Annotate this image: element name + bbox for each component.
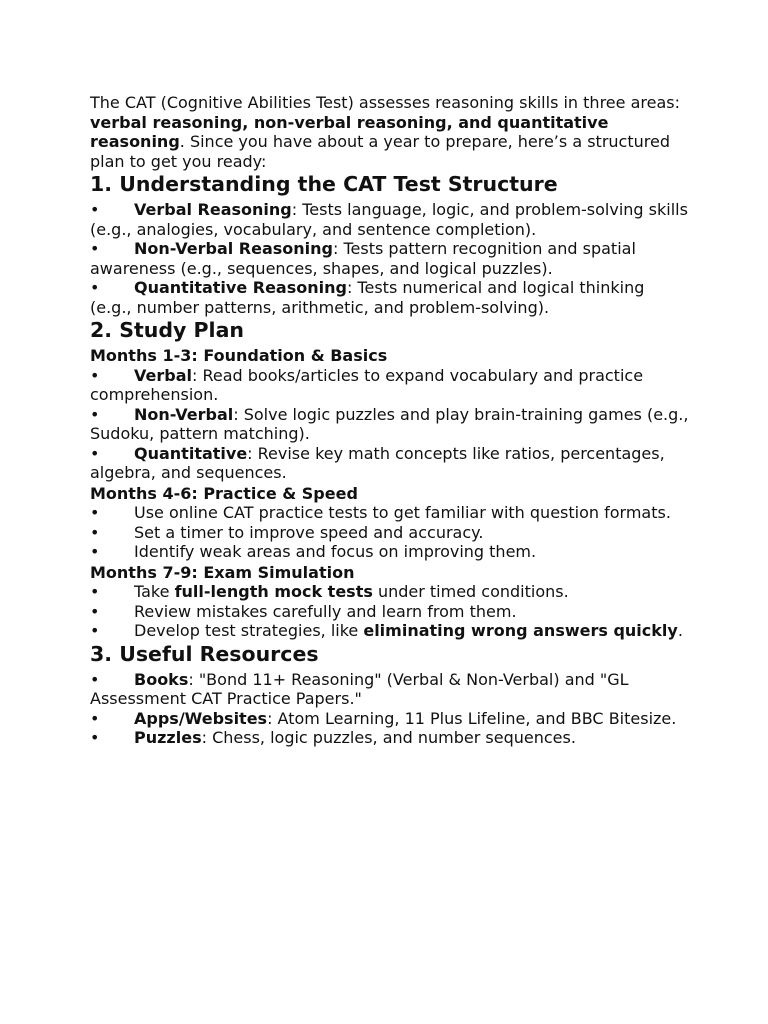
list-item [90,366,690,405]
bullet: • [90,728,100,747]
item-text: : "Bond 11+ Reasoning" (Verbal & Non-Verbal) and "GL Assessment CAT Practice Papers." [90,669,629,708]
bullet: • [90,443,100,463]
item-text: . [677,621,683,640]
bullet: • [90,708,100,728]
section-heading-useful-resources: 3. Useful Resources [90,641,319,666]
item-bold-text: full-length mock tests [174,582,373,601]
item-text: : Tests numerical and logical thinking (e.g., number patterns, arithmetic, and problem-solving). [90,278,645,317]
list-item [90,523,690,543]
item-text: : Tests pattern recognition and spatial awareness (e.g., sequences, shapes, and logical puzzles). [90,239,636,278]
list-item [90,200,690,239]
item-label: Quantitative [134,443,248,463]
item-label: Apps/Websites [134,708,268,728]
intro-text-end: . Since you have about a year to prepare, here’s a structured plan to get you ready: [90,132,670,171]
bullet: • [90,278,100,297]
subheading-months-4-6: Months 4-6: Practice & Speed [90,483,358,503]
bullet: • [90,601,100,621]
list-item [90,542,690,562]
item-text: : Chess, logic puzzles, and number sequences. [201,728,576,747]
bullet: • [90,365,100,385]
list-item [90,582,690,602]
item-label: Puzzles [134,728,202,747]
list-item [90,602,690,622]
item-bold-text: eliminating wrong answers quickly [363,621,678,640]
item-text: Develop test strategies, like [134,621,364,640]
bullet: • [90,404,100,424]
list-item [90,503,690,523]
document-page [90,93,690,748]
list-item [90,239,690,278]
list-item [90,278,690,317]
item-text: : Atom Learning, 11 Plus Lifeline, and BBC Bitesize. [267,708,677,728]
bullet: • [90,621,100,640]
item-text: : Revise key math concepts like ratios, percentages, algebra, and sequences. [90,443,665,482]
item-text: Set a timer to improve speed and accuracy. [134,522,484,542]
item-text: Take [134,582,175,601]
list-item [90,728,690,748]
bullet: • [90,503,100,522]
subheading-months-1-3: Months 1-3: Foundation & Basics [90,346,388,365]
item-text: : Read books/articles to expand vocabulary and practice comprehension. [90,365,644,404]
item-text: Use online CAT practice tests to get familiar with question formats. [134,503,671,522]
bullet: • [90,522,100,542]
item-text: Identify weak areas and focus on improving them. [134,542,537,561]
item-label: Quantitative Reasoning [134,278,347,297]
bullet: • [90,542,100,561]
item-text: Review mistakes carefully and learn from them. [134,601,517,621]
item-label: Books [134,669,189,689]
item-label: Non-Verbal [134,404,234,424]
item-text: under timed conditions. [372,582,569,601]
intro-text: The CAT (Cognitive Abilities Test) assesses reasoning skills in three areas: [90,93,680,112]
list-item [90,444,690,483]
section-heading-test-structure: 1. Understanding the CAT Test Structure [90,172,558,196]
item-text: : Solve logic puzzles and play brain-training games (e.g., Sudoku, pattern matching). [90,404,689,443]
item-label: Verbal Reasoning [134,200,292,219]
section-heading-study-plan: 2. Study Plan [90,318,245,342]
bullet: • [90,582,100,601]
bullet: • [90,239,100,258]
list-item [90,405,690,444]
list-item [90,709,690,729]
list-item [90,670,690,709]
bullet: • [90,669,100,689]
intro-paragraph [90,93,690,171]
bullet: • [90,200,100,219]
item-label: Non-Verbal Reasoning [134,239,334,258]
intro-bold-text: verbal reasoning, non-verbal reasoning, and quantitative reasoning [90,112,609,151]
list-item [90,621,690,641]
item-label: Verbal [134,365,192,385]
subheading-months-7-9: Months 7-9: Exam Simulation [90,562,355,582]
item-text: : Tests language, logic, and problem-solving skills (e.g., analogies, vocabulary, and sentence completion). [90,200,688,239]
